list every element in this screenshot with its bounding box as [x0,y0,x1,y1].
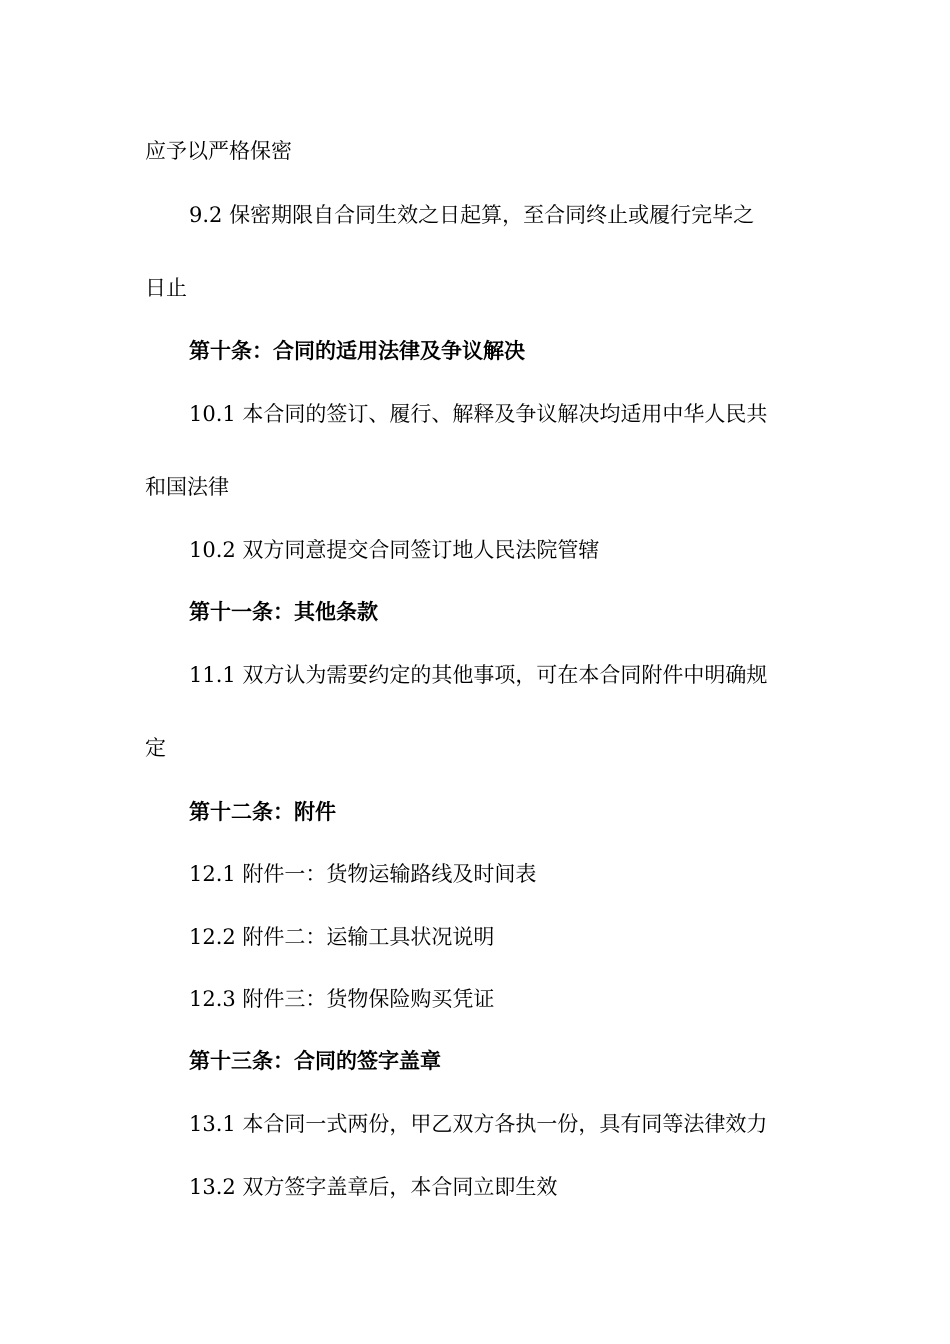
clause-12-1: 12.1 附件一：货物运输路线及时间表 [189,862,537,886]
clause-13-1: 13.1 本合同一式两份，甲乙双方各执一份，具有同等法律效力 [189,1112,768,1136]
clause-11-1: 11.1 双方认为需要约定的其他事项，可在本合同附件中明确规 [189,663,768,687]
clause-10-1: 10.1 本合同的签订、履行、解释及争议解决均适用中华人民共 [189,402,768,426]
clause-11-1-continuation: 定 [145,736,166,760]
clause-9-2: 9.2 保密期限自合同生效之日起算，至合同终止或履行完毕之 [189,203,755,227]
clause-9-2-continuation: 日止 [145,276,187,300]
paragraph-continuation: 应予以严格保密 [145,139,292,163]
article-10-heading: 第十条：合同的适用法律及争议解决 [189,339,525,363]
article-11-heading: 第十一条：其他条款 [189,600,378,624]
clause-12-3: 12.3 附件三：货物保险购买凭证 [189,987,495,1011]
article-13-heading: 第十三条：合同的签字盖章 [189,1049,441,1073]
clause-10-1-continuation: 和国法律 [145,475,229,499]
clause-12-2: 12.2 附件二：运输工具状况说明 [189,925,495,949]
clause-10-2: 10.2 双方同意提交合同签订地人民法院管辖 [189,538,600,562]
article-12-heading: 第十二条：附件 [189,800,336,824]
clause-13-2: 13.2 双方签字盖章后，本合同立即生效 [189,1175,558,1199]
